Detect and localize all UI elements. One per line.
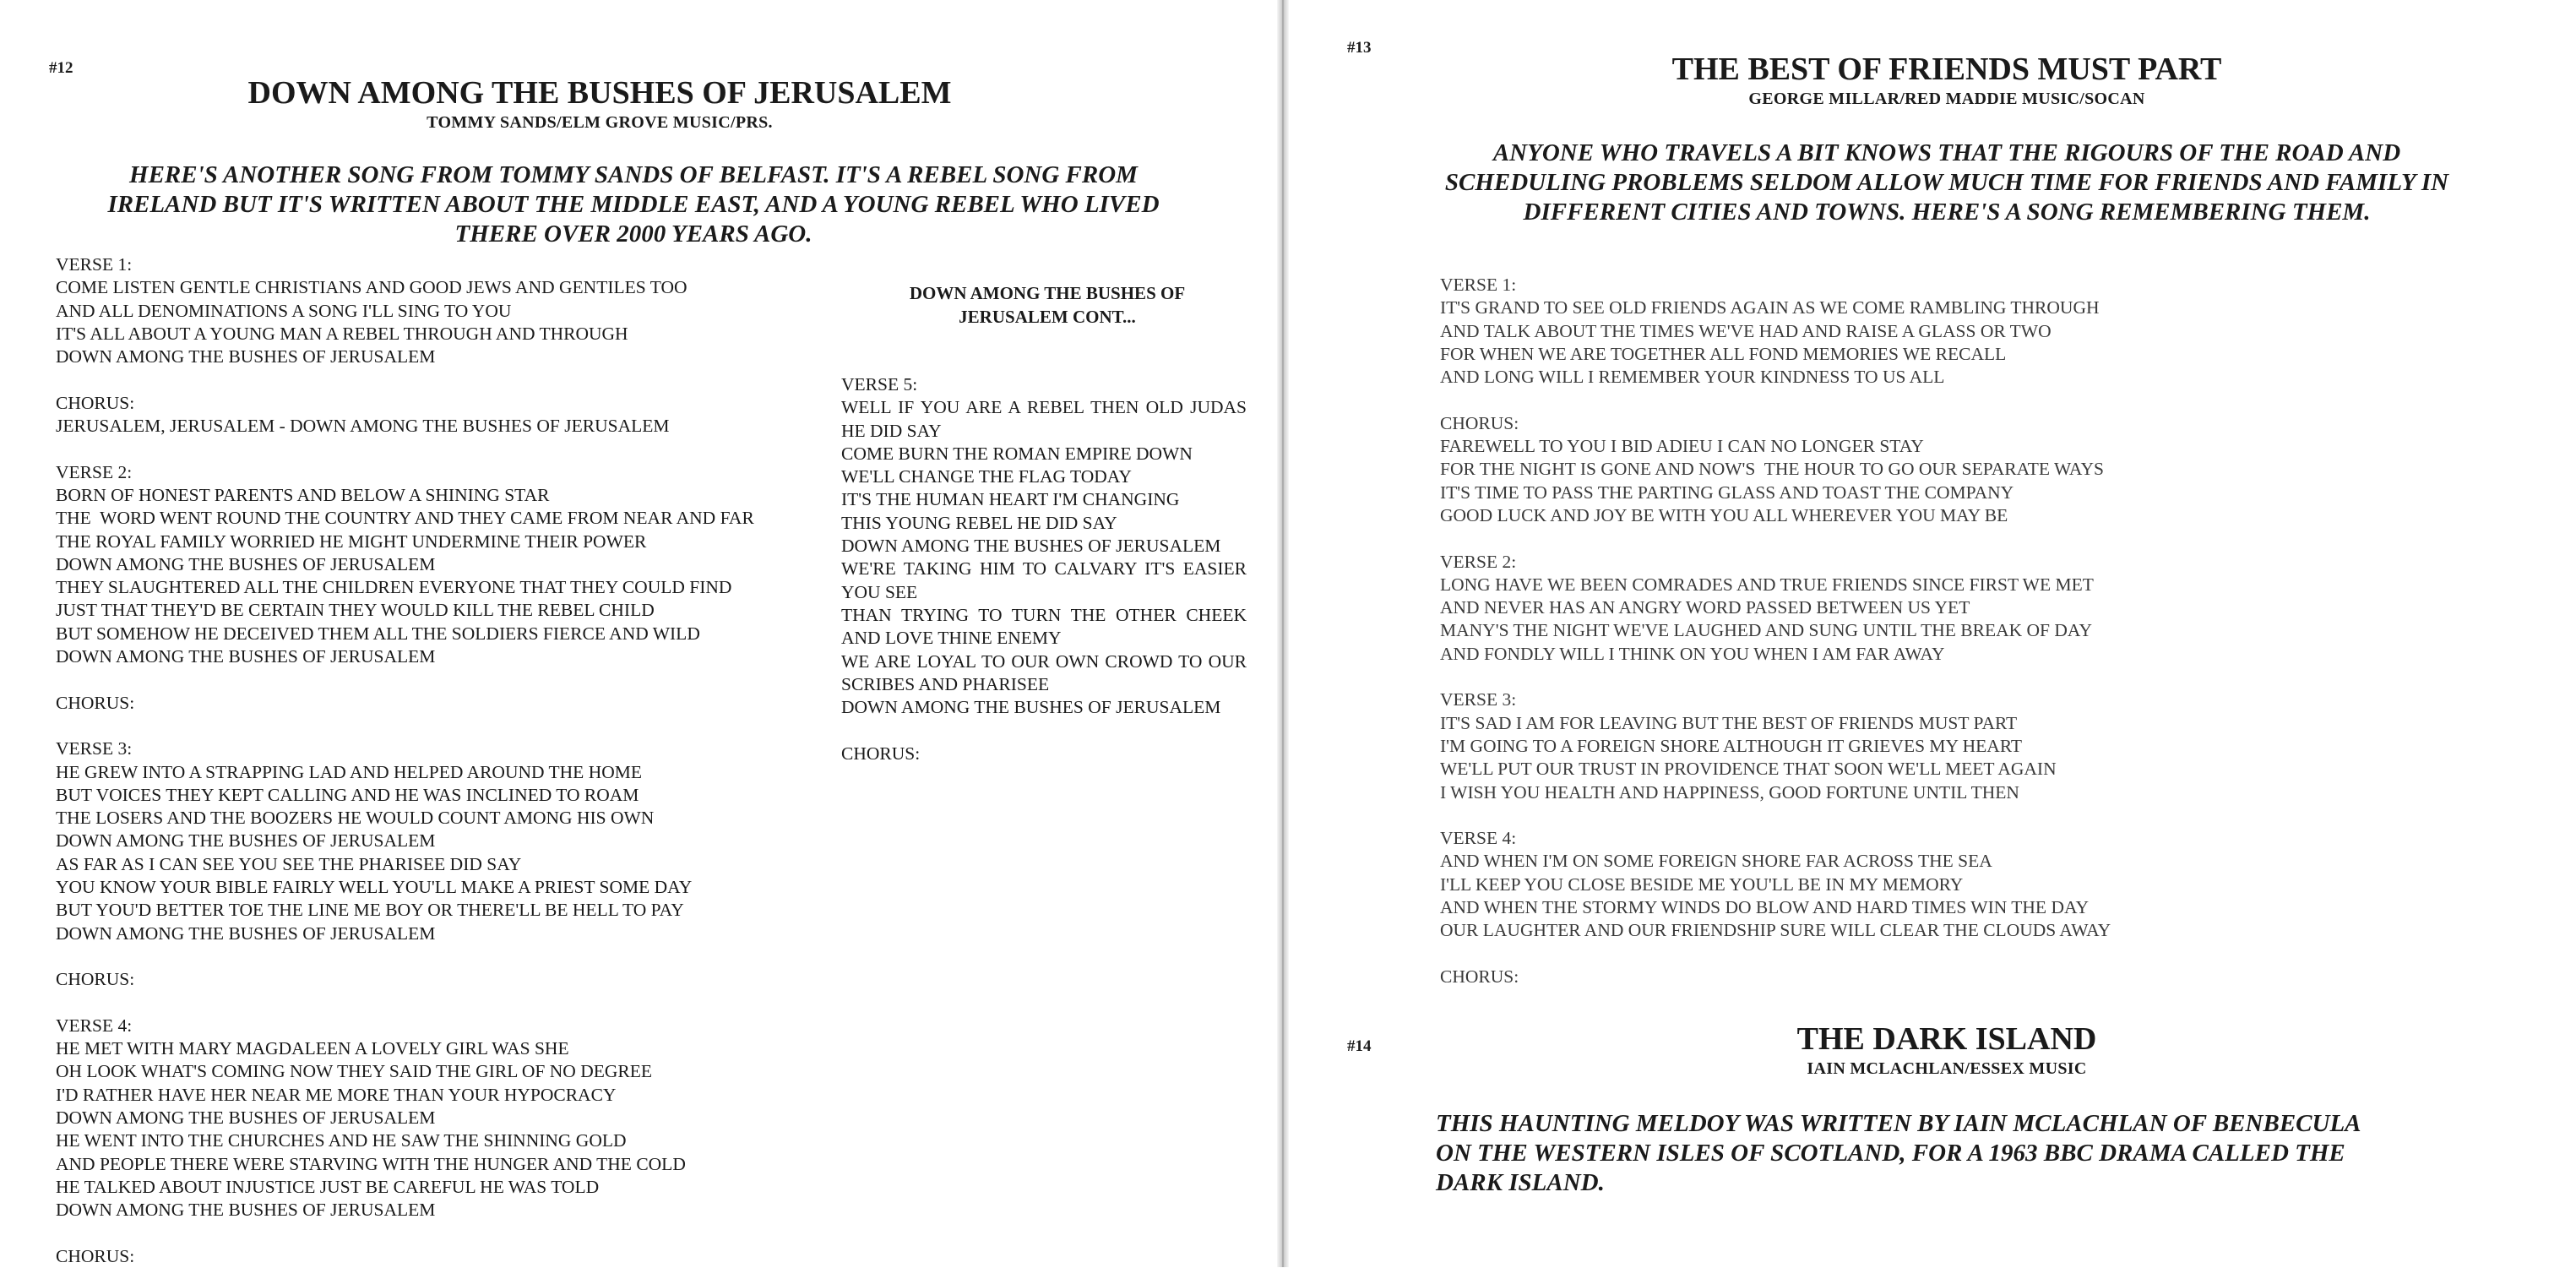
lyric-line: AND PEOPLE THERE WERE STARVING WITH THE HUNGER AND THE COLD bbox=[56, 1153, 686, 1174]
intro-line: ON THE WESTERN ISLES OF SCOTLAND, FOR A 1963 BBC DRAMA CALLED THE bbox=[1436, 1140, 2345, 1167]
blank-line bbox=[1440, 804, 2111, 827]
song-credit: TOMMY SANDS/ELM GROVE MUSIC/PRS. bbox=[427, 113, 773, 132]
song-title: THE DARK ISLAND bbox=[1796, 1021, 2097, 1057]
lyric-line: DOWN AMONG THE BUSHES OF JERUSALEM bbox=[56, 922, 436, 944]
blank-line bbox=[1440, 666, 2111, 688]
song-number: #12 bbox=[49, 59, 73, 77]
lyrics-column bbox=[1440, 274, 2111, 988]
left-page bbox=[0, 0, 1280, 1267]
blank-line bbox=[1440, 943, 2111, 966]
intro-line: DIFFERENT CITIES AND TOWNS. HERE'S A SONG REMEMBERING THEM. bbox=[1523, 199, 2371, 226]
lyric-line: IT'S SAD I AM FOR LEAVING BUT THE BEST OF FRIENDS MUST PART bbox=[1440, 712, 2018, 733]
lyric-line: VERSE 2: bbox=[1440, 551, 1517, 572]
lyric-line: MANY'S THE NIGHT WE'VE LAUGHED AND SUNG UNTIL THE BREAK OF DAY bbox=[1440, 620, 2092, 641]
lyric-line: GOOD LUCK AND JOY BE WITH YOU ALL WHEREVER YOU MAY BE bbox=[1440, 504, 2008, 525]
lyric-line: JERUSALEM, JERUSALEM - DOWN AMONG THE BUSHES OF JERUSALEM bbox=[56, 416, 670, 437]
lyric-line: WE ARE LOYAL TO OUR OWN CROWD TO OUR SCRIBES AND PHARISEE bbox=[841, 650, 1247, 694]
song-number: #13 bbox=[1347, 39, 1372, 57]
lyric-line: VERSE 3: bbox=[56, 738, 133, 759]
lyric-line: HE WENT INTO THE CHURCHES AND HE SAW THE SHINNING GOLD bbox=[56, 1130, 627, 1151]
lyric-line: BUT SOMEHOW HE DECEIVED THEM ALL THE SOLDIERS FIERCE AND WILD bbox=[56, 623, 700, 644]
lyric-line: WE'LL CHANGE THE FLAG TODAY bbox=[841, 466, 1132, 487]
song-number: #14 bbox=[1347, 1037, 1372, 1055]
lyric-line: CHORUS: bbox=[56, 692, 135, 713]
right-page bbox=[1288, 0, 2576, 1267]
lyric-line: BUT YOU'D BETTER TOE THE LINE ME BOY OR THERE'LL BE HELL TO PAY bbox=[56, 900, 684, 921]
lyric-line: I'M GOING TO A FOREIGN SHORE ALTHOUGH IT GRIEVES MY HEART bbox=[1440, 735, 2023, 756]
blank-line bbox=[841, 719, 1247, 742]
lyric-line: AND WHEN I'M ON SOME FOREIGN SHORE FAR ACROSS THE SEA bbox=[1440, 851, 1992, 872]
intro-line: THIS HAUNTING MELDOY WAS WRITTEN BY IAIN MCLACHLAN OF BENBECULA bbox=[1436, 1110, 2361, 1137]
blank-line bbox=[56, 715, 754, 737]
lyric-line: THIS YOUNG REBEL HE DID SAY bbox=[841, 512, 1117, 533]
lyric-line: IT'S GRAND TO SEE OLD FRIENDS AGAIN AS WE COME RAMBLING THROUGH bbox=[1440, 297, 2100, 318]
continued-heading: DOWN AMONG THE BUSHES OF JERUSALEM CONT... bbox=[909, 283, 1186, 327]
lyric-line: THE ROYAL FAMILY WORRIED HE MIGHT UNDERMINE THEIR POWER bbox=[56, 531, 647, 552]
lyric-line: THEY SLAUGHTERED ALL THE CHILDREN EVERYONE THAT THEY COULD FIND bbox=[56, 577, 732, 598]
lyric-line: IT'S ALL ABOUT A YOUNG MAN A REBEL THROUGH AND THROUGH bbox=[56, 323, 628, 344]
blank-line bbox=[56, 368, 754, 391]
lyric-line: CHORUS: bbox=[56, 392, 135, 413]
lyric-line: OUR LAUGHTER AND OUR FRIENDSHIP SURE WILL CLEAR THE CLOUDS AWAY bbox=[1440, 920, 2111, 941]
lyric-line: JUST THAT THEY'D BE CERTAIN THEY WOULD KILL THE REBEL CHILD bbox=[56, 600, 655, 621]
lyric-line: DOWN AMONG THE BUSHES OF JERUSALEM bbox=[56, 1107, 436, 1128]
lyric-line: THE WORD WENT ROUND THE COUNTRY AND THEY CAME FROM NEAR AND FAR bbox=[56, 508, 754, 529]
blank-line bbox=[56, 992, 754, 1015]
lyric-line: DOWN AMONG THE BUSHES OF JERUSALEM bbox=[841, 697, 1221, 718]
lyric-line: WELL IF YOU ARE A REBEL THEN OLD JUDAS HE DID SAY bbox=[841, 397, 1247, 441]
lyric-line: FAREWELL TO YOU I BID ADIEU I CAN NO LONGER STAY bbox=[1440, 436, 1924, 457]
lyric-line: WE'RE TAKING HIM TO CALVARY IT'S EASIER YOU SEE bbox=[841, 558, 1247, 602]
lyric-line: WE'LL PUT OUR TRUST IN PROVIDENCE THAT SOON WE'LL MEET AGAIN bbox=[1440, 759, 2057, 780]
song-credit: GEORGE MILLAR/RED MADDIE MUSIC/SOCAN bbox=[1748, 90, 2145, 108]
lyric-line: DOWN AMONG THE BUSHES OF JERUSALEM bbox=[56, 553, 436, 574]
blank-line bbox=[56, 1222, 754, 1244]
lyric-line: HE GREW INTO A STRAPPING LAD AND HELPED AROUND THE HOME bbox=[56, 761, 642, 782]
lyric-line: BORN OF HONEST PARENTS AND BELOW A SHINING STAR bbox=[56, 484, 550, 505]
lyric-line: HE MET WITH MARY MAGDALEEN A LOVELY GIRL WAS SHE bbox=[56, 1038, 569, 1059]
lyric-line: AS FAR AS I CAN SEE YOU SEE THE PHARISEE DID SAY bbox=[56, 853, 522, 874]
blank-line bbox=[1440, 389, 2111, 411]
lyric-line: CHORUS: bbox=[841, 743, 921, 764]
lyric-line: VERSE 1: bbox=[1440, 275, 1517, 295]
lyric-line: CHORUS: bbox=[56, 969, 135, 990]
lyric-line: THE LOSERS AND THE BOOZERS HE WOULD COUNT AMONG HIS OWN bbox=[56, 808, 655, 829]
lyric-line: CHORUS: bbox=[1440, 966, 1519, 987]
lyric-line: AND ALL DENOMINATIONS A SONG I'LL SING TO YOU bbox=[56, 300, 512, 321]
lyric-line: DOWN AMONG THE BUSHES OF JERUSALEM bbox=[56, 1200, 436, 1221]
lyric-line: FOR WHEN WE ARE TOGETHER ALL FOND MEMORIES WE RECALL bbox=[1440, 343, 2007, 364]
song-intro bbox=[1436, 1109, 2534, 1198]
lyric-line: IT'S THE HUMAN HEART I'M CHANGING bbox=[841, 489, 1180, 510]
lyric-line: FOR THE NIGHT IS GONE AND NOW'S THE HOUR TO GO OUR SEPARATE WAYS bbox=[1440, 459, 2104, 480]
lyric-line: VERSE 1: bbox=[56, 254, 133, 275]
song-title: DOWN AMONG THE BUSHES OF JERUSALEM bbox=[247, 75, 952, 111]
blank-line bbox=[1440, 527, 2111, 550]
lyric-line: IT'S TIME TO PASS THE PARTING GLASS AND TOAST THE COMPANY bbox=[1440, 482, 2014, 503]
lyric-line: AND FONDLY WILL I THINK ON YOU WHEN I AM FAR AWAY bbox=[1440, 643, 1945, 664]
lyric-line: COME BURN THE ROMAN EMPIRE DOWN bbox=[841, 443, 1193, 464]
lyric-line: DOWN AMONG THE BUSHES OF JERUSALEM bbox=[56, 830, 436, 852]
intro-line: HERE'S ANOTHER SONG FROM TOMMY SANDS OF BELFAST. IT'S A REBEL SONG FROM bbox=[129, 161, 1138, 188]
blank-line bbox=[56, 668, 754, 691]
intro-line: THERE OVER 2000 YEARS AGO. bbox=[454, 220, 812, 248]
intro-line: DARK ISLAND. bbox=[1436, 1169, 1605, 1196]
lyrics-column-2 bbox=[841, 373, 1247, 765]
intro-line: ANYONE WHO TRAVELS A BIT KNOWS THAT THE RIGOURS OF THE ROAD AND bbox=[1492, 139, 2401, 166]
lyric-line: HE TALKED ABOUT INJUSTICE JUST BE CAREFUL HE WAS TOLD bbox=[56, 1176, 600, 1197]
lyric-line: VERSE 4: bbox=[56, 1015, 133, 1036]
blank-line bbox=[56, 438, 754, 460]
song-title: THE BEST OF FRIENDS MUST PART bbox=[1671, 52, 2222, 87]
lyric-line: VERSE 3: bbox=[1440, 689, 1517, 710]
lyric-line: VERSE 2: bbox=[56, 461, 133, 482]
song-intro bbox=[34, 161, 1233, 249]
lyric-line: YOU KNOW YOUR BIBLE FAIRLY WELL YOU'LL MAKE A PRIEST SOME DAY bbox=[56, 877, 693, 898]
lyric-line: I'D RATHER HAVE HER NEAR ME MORE THAN YOUR HYPOCRACY bbox=[56, 1084, 617, 1105]
lyric-line: OH LOOK WHAT'S COMING NOW THEY SAID THE GIRL OF NO DEGREE bbox=[56, 1061, 652, 1082]
lyric-line: DOWN AMONG THE BUSHES OF JERUSALEM bbox=[56, 346, 436, 367]
lyric-line: CHORUS: bbox=[56, 1245, 135, 1266]
lyric-line: VERSE 5: bbox=[841, 374, 918, 395]
lyric-line: THAN TRYING TO TURN THE OTHER CHEEK AND LOVE THINE ENEMY bbox=[841, 604, 1247, 649]
lyrics-column-1 bbox=[56, 253, 754, 1268]
lyric-line: VERSE 4: bbox=[1440, 828, 1517, 849]
lyric-line: CHORUS: bbox=[1440, 412, 1519, 433]
lyric-line: AND LONG WILL I REMEMBER YOUR KINDNESS TO US ALL bbox=[1440, 367, 1945, 388]
lyric-line: AND TALK ABOUT THE TIMES WE'VE HAD AND RAISE A GLASS OR TWO bbox=[1440, 320, 2052, 341]
lyric-line: DOWN AMONG THE BUSHES OF JERUSALEM bbox=[841, 536, 1221, 557]
lyric-line: AND WHEN THE STORMY WINDS DO BLOW AND HARD TIMES WIN THE DAY bbox=[1440, 897, 2090, 918]
intro-line: IRELAND BUT IT'S WRITTEN ABOUT THE MIDDLE EAST, AND A YOUNG REBEL WHO LIVED bbox=[107, 191, 1160, 218]
song-credit: IAIN MCLACHLAN/ESSEX MUSIC bbox=[1807, 1059, 2087, 1078]
intro-line: SCHEDULING PROBLEMS SELDOM ALLOW MUCH TIME FOR FRIENDS AND FAMILY IN bbox=[1444, 169, 2449, 196]
lyric-line: COME LISTEN GENTLE CHRISTIANS AND GOOD JEWS AND GENTILES TOO bbox=[56, 277, 687, 298]
lyric-line: DOWN AMONG THE BUSHES OF JERUSALEM bbox=[56, 646, 436, 667]
song-intro bbox=[1339, 139, 2555, 227]
lyric-line: BUT VOICES THEY KEPT CALLING AND HE WAS INCLINED TO ROAM bbox=[56, 784, 639, 805]
lyric-line: I WISH YOU HEALTH AND HAPPINESS, GOOD FORTUNE UNTIL THEN bbox=[1440, 781, 2019, 803]
lyric-line: AND NEVER HAS AN ANGRY WORD PASSED BETWEEN US YET bbox=[1440, 597, 1970, 618]
blank-line bbox=[56, 945, 754, 968]
lyric-line: I'LL KEEP YOU CLOSE BESIDE ME YOU'LL BE IN MY MEMORY bbox=[1440, 873, 1964, 895]
lyric-line: LONG HAVE WE BEEN COMRADES AND TRUE FRIENDS SINCE FIRST WE MET bbox=[1440, 574, 2094, 595]
